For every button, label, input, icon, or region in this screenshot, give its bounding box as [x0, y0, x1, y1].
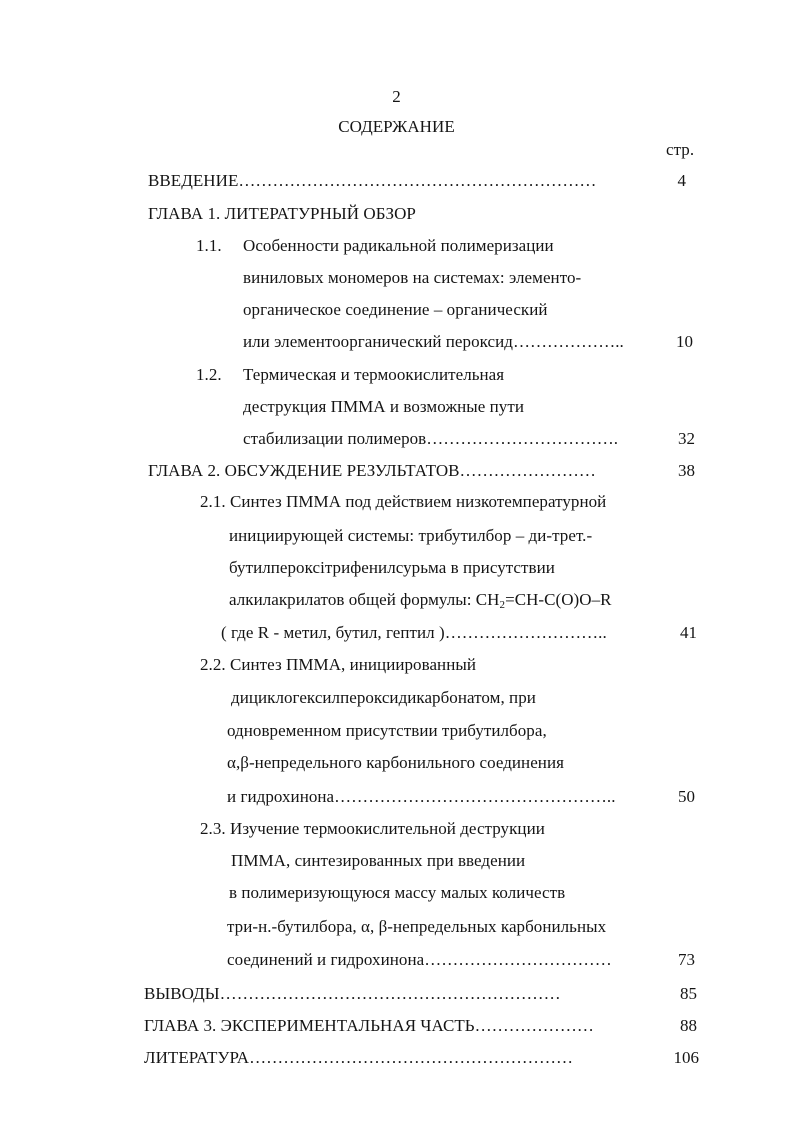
toc-entry-chapter-2: ГЛАВА 2. ОБСУЖДЕНИЕ РЕЗУЛЬТАТОВ……………………	[148, 461, 596, 480]
toc-entry-line: виниловых мономеров на системах: элементо-	[243, 268, 582, 287]
toc-entry-line-formula	[229, 589, 612, 611]
formula-prefix: алкилакрилатов общей формулы: CH	[229, 590, 500, 609]
toc-entry-line: 2.3. Изучение термоокислительной деструкции	[200, 819, 545, 838]
toc-section-number: 1.1.	[196, 236, 222, 255]
toc-section-number: 1.2.	[196, 365, 222, 384]
toc-page-intro: 4	[677, 171, 686, 190]
toc-entry-literature: ЛИТЕРАТУРА…………………………………………………	[144, 1048, 574, 1067]
toc-entry-line: Особенности радикальной полимеризации	[243, 236, 554, 255]
toc-entry-line: ПММА, синтезированных при введении	[231, 851, 526, 870]
toc-entry-line: или элементоорганический пероксид………………..	[243, 332, 624, 351]
formula-subscript: 2	[499, 599, 506, 611]
toc-entry-line: органическое соединение – органический	[243, 300, 548, 319]
toc-entry-line: дициклогексилпероксидикарбонатом, при	[231, 688, 536, 707]
toc-entry-line: инициирующей системы: трибутилбор – ди-трет.-	[229, 526, 593, 545]
toc-page-chapter-2: 38	[678, 461, 695, 480]
toc-page-chapter-3: 88	[680, 1016, 697, 1035]
toc-page-1-2: 32	[678, 429, 695, 448]
toc-page-conclusions: 85	[680, 984, 697, 1003]
toc-entry-chapter-1: ГЛАВА 1. ЛИТЕРАТУРНЫЙ ОБЗОР	[148, 204, 416, 223]
toc-entry-intro: ВВЕДЕНИЕ………………………………………………………	[148, 171, 597, 190]
page-number: 2	[392, 87, 401, 106]
toc-entry-line: бутилпероксітрифенилсурьма в присутствии	[229, 558, 555, 577]
toc-entry-line: три-н.-бутилбора, α, β-непредельных карбонильных	[227, 917, 607, 936]
toc-entry-line: ( где R - метил, бутил, гептил )………………………..	[221, 623, 607, 642]
toc-entry-chapter-3: ГЛАВА 3. ЭКСПЕРИМЕНТАЛЬНАЯ ЧАСТЬ…………………	[144, 1016, 594, 1035]
toc-entry-line: соединений и гидрохинона……………………………	[227, 950, 612, 969]
toc-page-2-1: 41	[680, 623, 697, 642]
toc-page-2-3: 73	[678, 950, 695, 969]
toc-entry-line: одновременном присутствии трибутилбора,	[227, 721, 547, 740]
toc-page-2-2: 50	[678, 787, 695, 806]
toc-entry-line: и гидрохинона…………………………………………..	[227, 787, 616, 806]
page-title: СОДЕРЖАНИЕ	[338, 117, 455, 136]
toc-entry-conclusions: ВЫВОДЫ……………………………………………………	[144, 984, 561, 1003]
toc-entry-line: Термическая и термоокислительная	[243, 365, 505, 384]
toc-entry-line: деструкция ПММА и возможные пути	[243, 397, 524, 416]
toc-entry-line: 2.1. Синтез ПММА под действием низкотемпературной	[200, 492, 607, 511]
formula-rest: =CH-C(O)O–R	[505, 590, 612, 609]
toc-entry-line: 2.2. Синтез ПММА, инициированный	[200, 655, 476, 674]
toc-page-1-1: 10	[676, 332, 693, 351]
toc-entry-line: стабилизации полимеров…………………………….	[243, 429, 619, 448]
toc-entry-line: в полимеризующуюся массу малых количеств	[229, 883, 566, 902]
toc-page-literature: 106	[673, 1048, 699, 1067]
page-column-label: стр.	[666, 140, 695, 159]
toc-entry-line: α,β-непредельного карбонильного соединения	[227, 753, 564, 772]
